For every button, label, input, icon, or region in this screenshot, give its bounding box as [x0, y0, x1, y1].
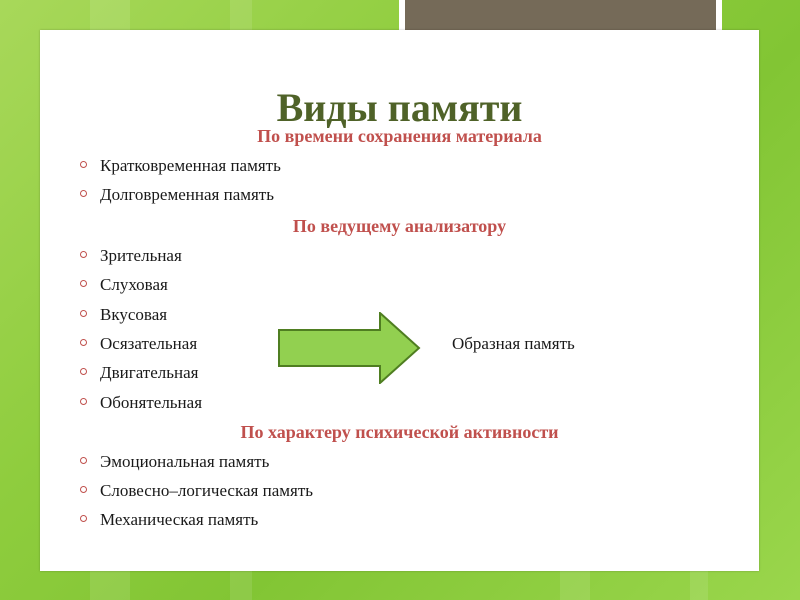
bullet-icon [80, 515, 87, 522]
bullet-icon [80, 251, 87, 258]
list-item [100, 276, 168, 293]
slide-content [40, 30, 759, 571]
bullet-icon [80, 161, 87, 168]
list-item [100, 335, 197, 352]
list-item-label: Долговременная память [100, 185, 274, 204]
list-item-label: Осязательная [100, 334, 198, 353]
section-heading-activity: По характеру психической активности [240, 422, 559, 442]
list-item [100, 453, 269, 470]
list-item [100, 186, 274, 203]
list-item-label: Эмоциональная память [100, 452, 270, 471]
list-item-label: Зрительная [100, 246, 182, 265]
list-item [100, 511, 258, 528]
bullet-icon [80, 486, 87, 493]
bullet-icon [80, 339, 87, 346]
list-item [100, 394, 202, 411]
list-item [100, 247, 182, 264]
list-item-label: Вкусовая [100, 305, 168, 324]
list-item-label: Слуховая [100, 275, 168, 294]
list-item-label: Кратковременная память [100, 156, 281, 175]
list-item [100, 306, 167, 323]
right-arrow-icon [278, 312, 422, 384]
list-item-label: Словесно–логическая память [100, 481, 313, 500]
bullet-icon [80, 457, 87, 464]
bullet-icon [80, 280, 87, 287]
section-heading-retention: По времени сохранения материала [257, 126, 542, 146]
list-item [100, 157, 281, 174]
list-item [100, 482, 313, 499]
side-label-figurative-memory: Образная память [452, 334, 575, 353]
list-item-label: Обонятельная [100, 393, 203, 412]
bullet-icon [80, 310, 87, 317]
list-item-label: Двигательная [100, 363, 199, 382]
list-item [100, 364, 198, 381]
bullet-icon [80, 190, 87, 197]
list-item-label: Механическая память [100, 510, 259, 529]
slide-title: Виды памяти [276, 85, 523, 130]
section-heading-analyzer: По ведущему анализатору [292, 216, 507, 236]
bullet-icon [80, 398, 87, 405]
bullet-icon [80, 368, 87, 375]
